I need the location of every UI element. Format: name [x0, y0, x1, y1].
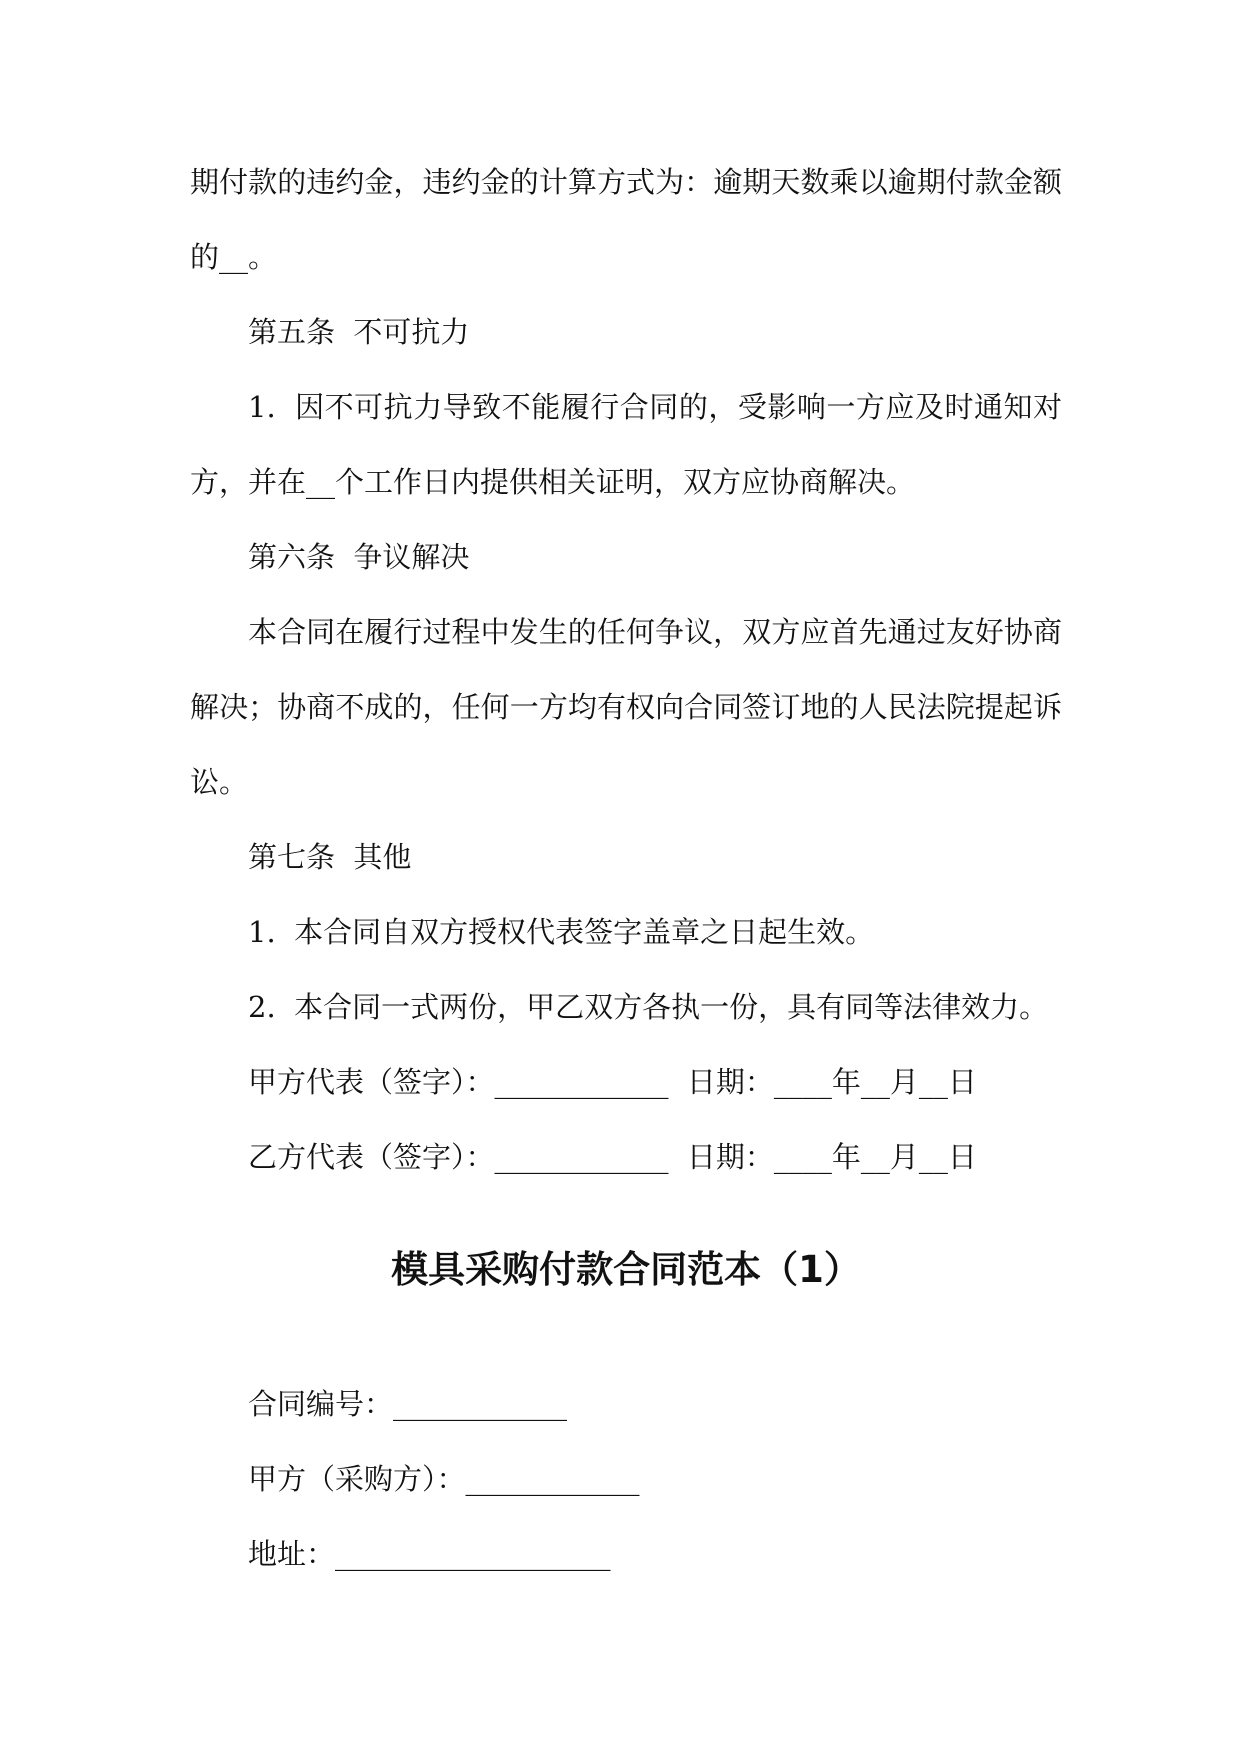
contract-body	[190, 145, 1062, 1195]
contract-number-field: 合同编号：____________	[248, 1387, 568, 1421]
address-field: 地址：___________________	[248, 1537, 611, 1571]
article-7-item-1: 1. 本合同自双方授权代表签字盖章之日起生效。	[248, 915, 875, 949]
article-5-heading: 第五条 不可抗力	[248, 315, 470, 349]
article-6-body: 本合同在履行过程中发生的任何争议，双方应首先通过友好协商解决；协商不成的，任何一方均有权向合同签订地的人民法院提起诉讼。	[190, 615, 1062, 799]
article-7-item-2: 2. 本合同一式两份，甲乙双方各执一份，具有同等法律效力。	[248, 990, 1049, 1024]
contract-title: 模具采购付款合同范本（1）	[391, 1248, 861, 1291]
article-6-heading: 第六条 争议解决	[248, 540, 470, 574]
party-b-signature-line: 乙方代表（签字）：____________ 日期：____年__月__日	[248, 1140, 977, 1174]
article-7-heading: 第七条 其他	[248, 840, 412, 874]
party-a-field: 甲方（采购方）：____________	[248, 1462, 640, 1496]
party-a-signature-line: 甲方代表（签字）：____________ 日期：____年__月__日	[248, 1065, 977, 1099]
contract-header-fields	[190, 1367, 1062, 1592]
penalty-clause-continuation: 期付款的违约金，违约金的计算方式为：逾期天数乘以逾期付款金额的__。	[190, 165, 1062, 274]
article-5-item-1: 1. 因不可抗力导致不能履行合同的，受影响一方应及时通知对方，并在__个工作日内提供相关证明，双方应协商解决。	[190, 390, 1062, 499]
